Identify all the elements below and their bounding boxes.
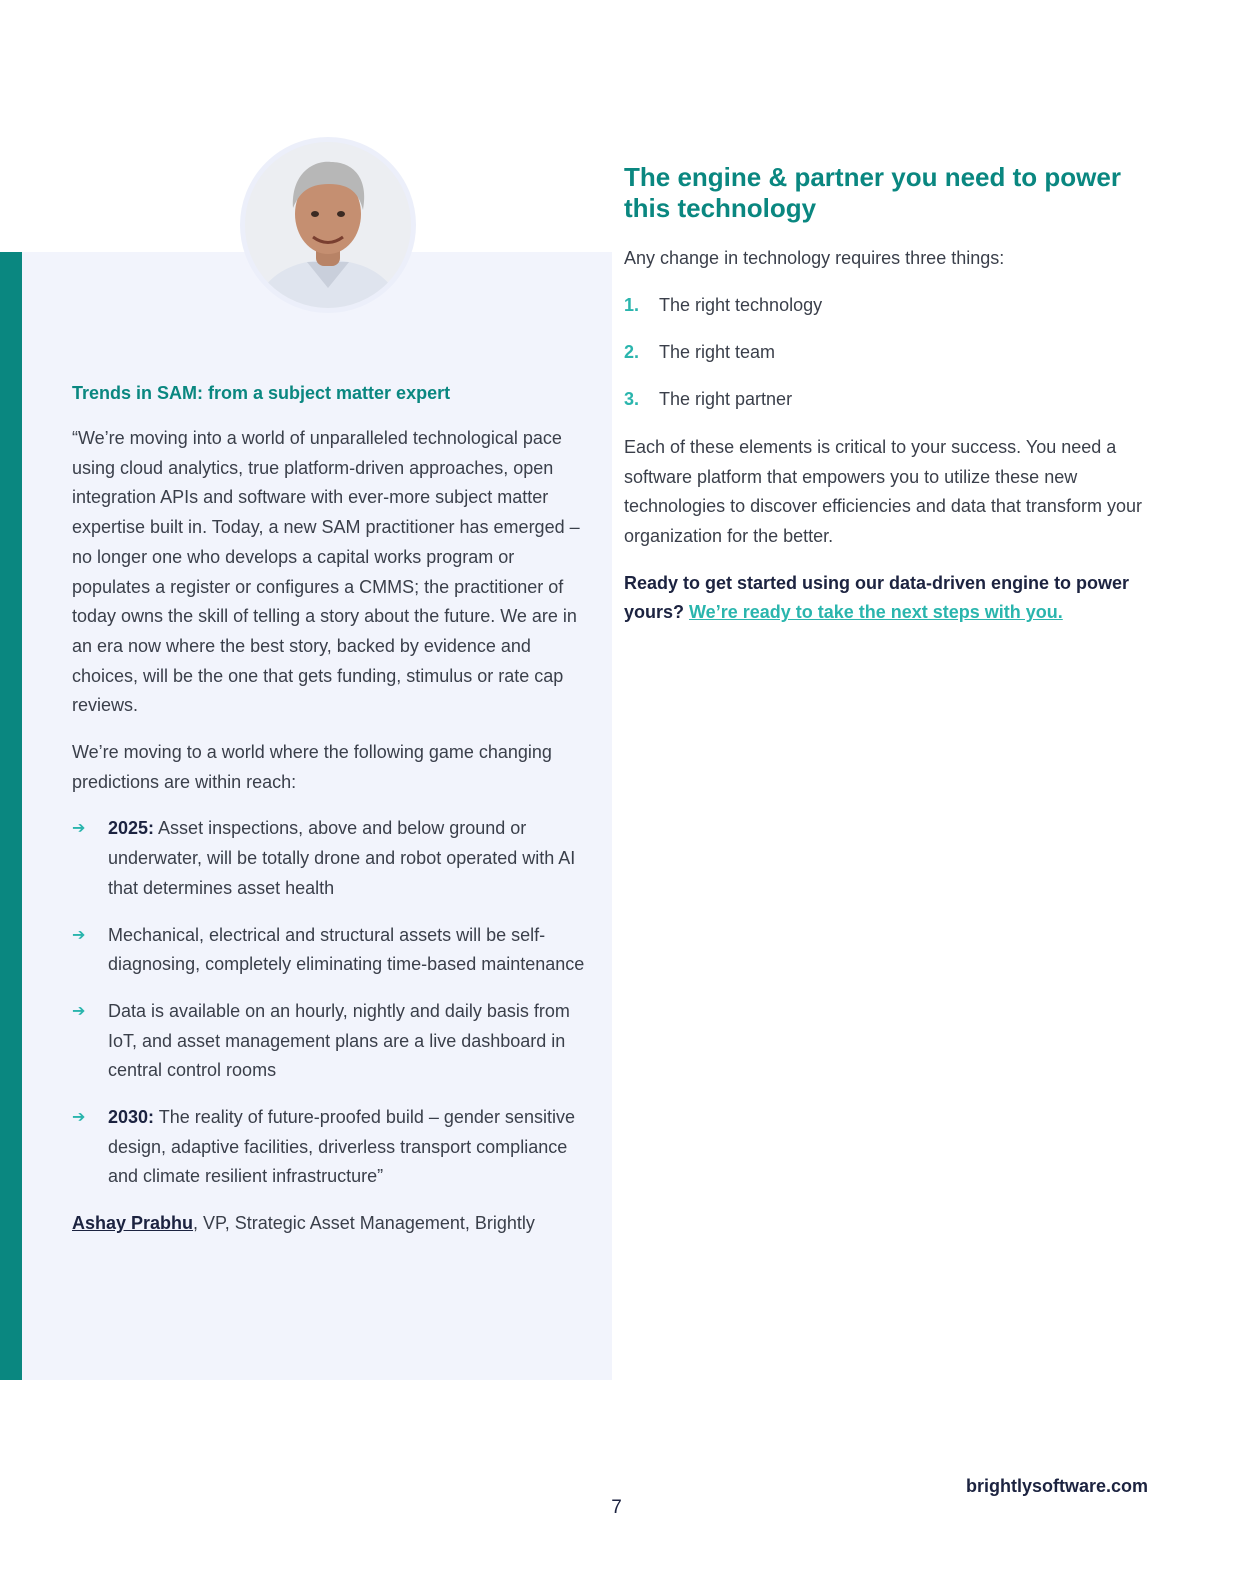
author-link[interactable]: Ashay Prabhu (72, 1213, 194, 1234)
step-number: 1. (624, 294, 640, 315)
arrow-right-icon: ➔ (72, 1109, 86, 1127)
expert-quote-section (72, 380, 597, 1239)
step-label: The right team (659, 342, 776, 363)
arrow-right-icon: ➔ (72, 820, 86, 838)
prediction-item (72, 814, 597, 903)
prediction-item (72, 1103, 597, 1192)
prediction-text: Mechanical, electrical and structural assets will be self-diagnosing, completely eliminating time-based maintenance (108, 924, 585, 975)
prediction-text: Data is available on an hourly, nightly and daily basis from IoT, and asset management plans are a live dashboard in central control rooms (108, 1000, 570, 1081)
accent-bar (0, 252, 22, 1380)
page-title: The engine & partner you need to power this technology (624, 162, 1121, 223)
arrow-right-icon: ➔ (72, 1002, 86, 1020)
prediction-text: Asset inspections, above and below ground or underwater, will be totally drone and robot operated with AI that determines asset health (108, 818, 576, 898)
prediction-text: The reality of future-proofed build – gender sensitive design, adaptive facilities, driverless transport compliance and climate resilient infrastructure” (108, 1107, 575, 1187)
cta-link[interactable]: We’re ready to take the next steps with you. (689, 602, 1063, 623)
predictions-list (72, 814, 597, 1192)
step-number: 3. (624, 389, 640, 410)
quote-intro: “We’re moving into a world of unparalleled technological pace using cloud analytics, true platform-driven approaches, open integration APIs and software with ever-more subject matter expertise built in. Today, a new SAM practitioner has emerged – no longer one who develops a capital works program or populates a register or configures a CMMS; the practitioner of today owns the skill of telling a story about the future. We are in an era now where the best story, backed by evidence and choices, will be the one that gets funding, stimulus or rate cap reviews. (72, 428, 580, 716)
requirements-list (624, 291, 1154, 415)
quote-attribution (72, 1209, 597, 1239)
step-number: 2. (624, 342, 640, 363)
call-to-action (624, 569, 1154, 628)
author-portrait (240, 137, 416, 313)
list-item (624, 338, 1154, 368)
list-item (624, 291, 1154, 321)
prediction-item (72, 997, 597, 1086)
step-label: The right partner (659, 389, 793, 410)
footer-website[interactable]: brightlysoftware.com (965, 1476, 1148, 1496)
main-content (624, 162, 1154, 628)
arrow-right-icon: ➔ (72, 926, 86, 944)
portrait-photo-icon (245, 142, 411, 308)
prediction-year: 2030: (108, 1107, 155, 1128)
quote-lead: We’re moving to a world where the following game changing predictions are within reach: (72, 742, 552, 792)
prediction-item (72, 921, 597, 980)
list-item (624, 385, 1154, 415)
section-heading: Trends in SAM: from a subject matter expert (72, 383, 451, 403)
step-label: The right technology (659, 294, 823, 315)
cta-text: Ready to get started using our data-driven engine to power yours? (624, 572, 1130, 623)
author-title: , VP, Strategic Asset Management, Brightly (193, 1213, 535, 1234)
prediction-year: 2025: (108, 818, 155, 839)
page-number: 7 (611, 1497, 622, 1518)
intro-text: Any change in technology requires three things: (624, 248, 1005, 268)
body-paragraph: Each of these elements is critical to your success. You need a software platform that empowers you to utilize these new technologies to discover efficiencies and data that transform your organization for the better. (624, 436, 1142, 546)
